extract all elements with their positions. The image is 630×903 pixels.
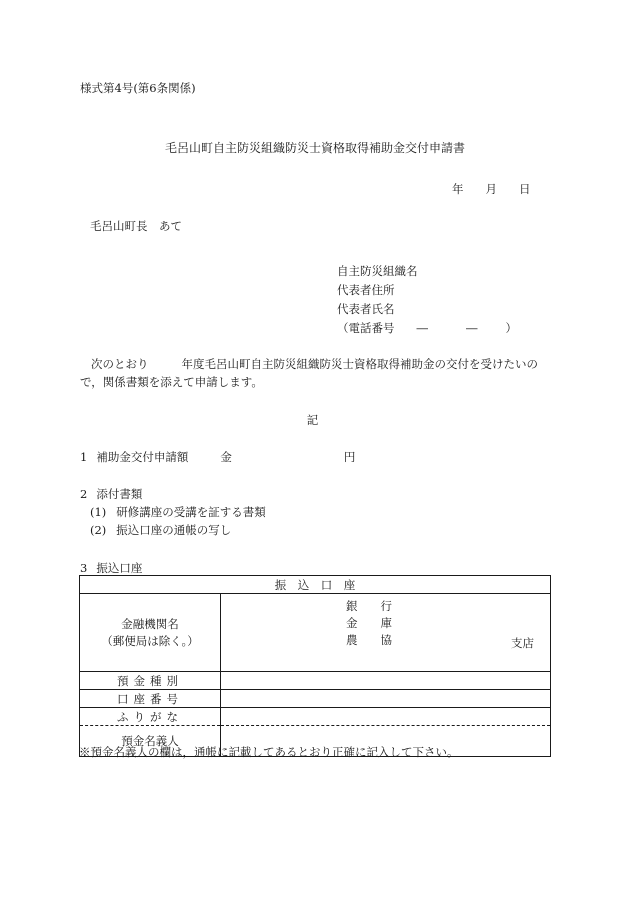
account-number-label: 口座番号: [80, 690, 221, 708]
item-2-sub-1-number: (1): [90, 505, 107, 519]
item-2-number: 2: [80, 487, 88, 501]
item-2-sub-2-text: 振込口座の通帳の写し: [116, 523, 232, 537]
rep-name-label: 代表者氏名: [337, 302, 395, 316]
deposit-type-field[interactable]: [221, 672, 551, 690]
item-2-heading: [80, 487, 142, 501]
item-3-label: 振込口座: [96, 561, 143, 575]
institution-type-bank: 銀 行: [346, 599, 392, 613]
body-line-2: で，関係書類を添えて申請します。: [80, 375, 263, 389]
phone-label: （電話番号: [337, 321, 395, 335]
body-line-1-rest: 年度毛呂山町自主防災組織防災士資格取得補助金の交付を受けたいの: [181, 357, 538, 371]
institution-label: [80, 616, 220, 650]
applicant-block: [337, 262, 517, 338]
phone-dash-1: ―: [416, 321, 428, 335]
account-number-field[interactable]: [221, 690, 551, 708]
item-2-sub-1-text: 研修講座の受講を証する書類: [116, 505, 266, 519]
item-1-label: 補助金交付申請額: [96, 450, 189, 464]
item-1-yen: 円: [343, 450, 356, 464]
date-year: 年: [452, 182, 464, 196]
item-2-label: 添付書類: [96, 487, 143, 501]
institution-label-line-2: （郵便局は除く。）: [101, 633, 199, 648]
deposit-type-label: 預金種別: [80, 672, 221, 690]
request-body: [80, 355, 550, 391]
furigana-label: ふりがな: [80, 708, 221, 726]
account-holder-label: 預金名義人: [80, 726, 221, 757]
body-line-1: [80, 355, 550, 373]
footnote: ※預金名義人の欄は，通帳に記載してあるとおり正確に記入して下さい。: [79, 745, 459, 759]
date-month: 月: [485, 182, 497, 196]
item-3: [80, 560, 142, 576]
date-day: 日: [519, 182, 531, 196]
bank-table-header: 振 込 口 座: [80, 576, 551, 594]
phone-dash-2: ―: [466, 321, 478, 335]
furigana-field[interactable]: [221, 708, 551, 726]
institution-type-kinko: 金 庫: [346, 616, 392, 630]
addressee: 毛呂山町長 あて: [90, 219, 182, 233]
rep-address-label: 代表者住所: [337, 283, 395, 297]
form-number: 様式第4号(第6条関係): [80, 81, 196, 95]
phone-line: [337, 319, 517, 338]
item-1: [80, 449, 355, 465]
bank-account-table: [79, 575, 551, 757]
date-line: [452, 181, 531, 197]
institution-type-nokyo: 農 協: [346, 633, 392, 647]
item-2-sub-2-number: (2): [90, 523, 107, 537]
item-2-sub-1: [80, 503, 266, 521]
page-title: 毛呂山町自主防災組織防災士資格取得補助金交付申請書: [164, 141, 465, 155]
item-2-sub-2: [80, 521, 266, 539]
org-name-label: 自主防災組織名: [337, 264, 418, 278]
item-3-number: 3: [80, 561, 88, 575]
item-1-number: 1: [80, 450, 88, 464]
ki-heading: 記: [306, 413, 319, 427]
item-1-kin: 金: [220, 450, 232, 464]
institution-label-cell: [80, 594, 221, 672]
institution-field[interactable]: [221, 594, 551, 672]
item-2: [80, 485, 266, 539]
institution-type-list: [346, 598, 392, 649]
body-line-1-start: 次のとおり: [91, 357, 149, 371]
institution-label-line-1: 金融機関名: [121, 616, 179, 631]
phone-close: ）: [505, 321, 517, 335]
branch-label: 支店: [511, 636, 534, 650]
